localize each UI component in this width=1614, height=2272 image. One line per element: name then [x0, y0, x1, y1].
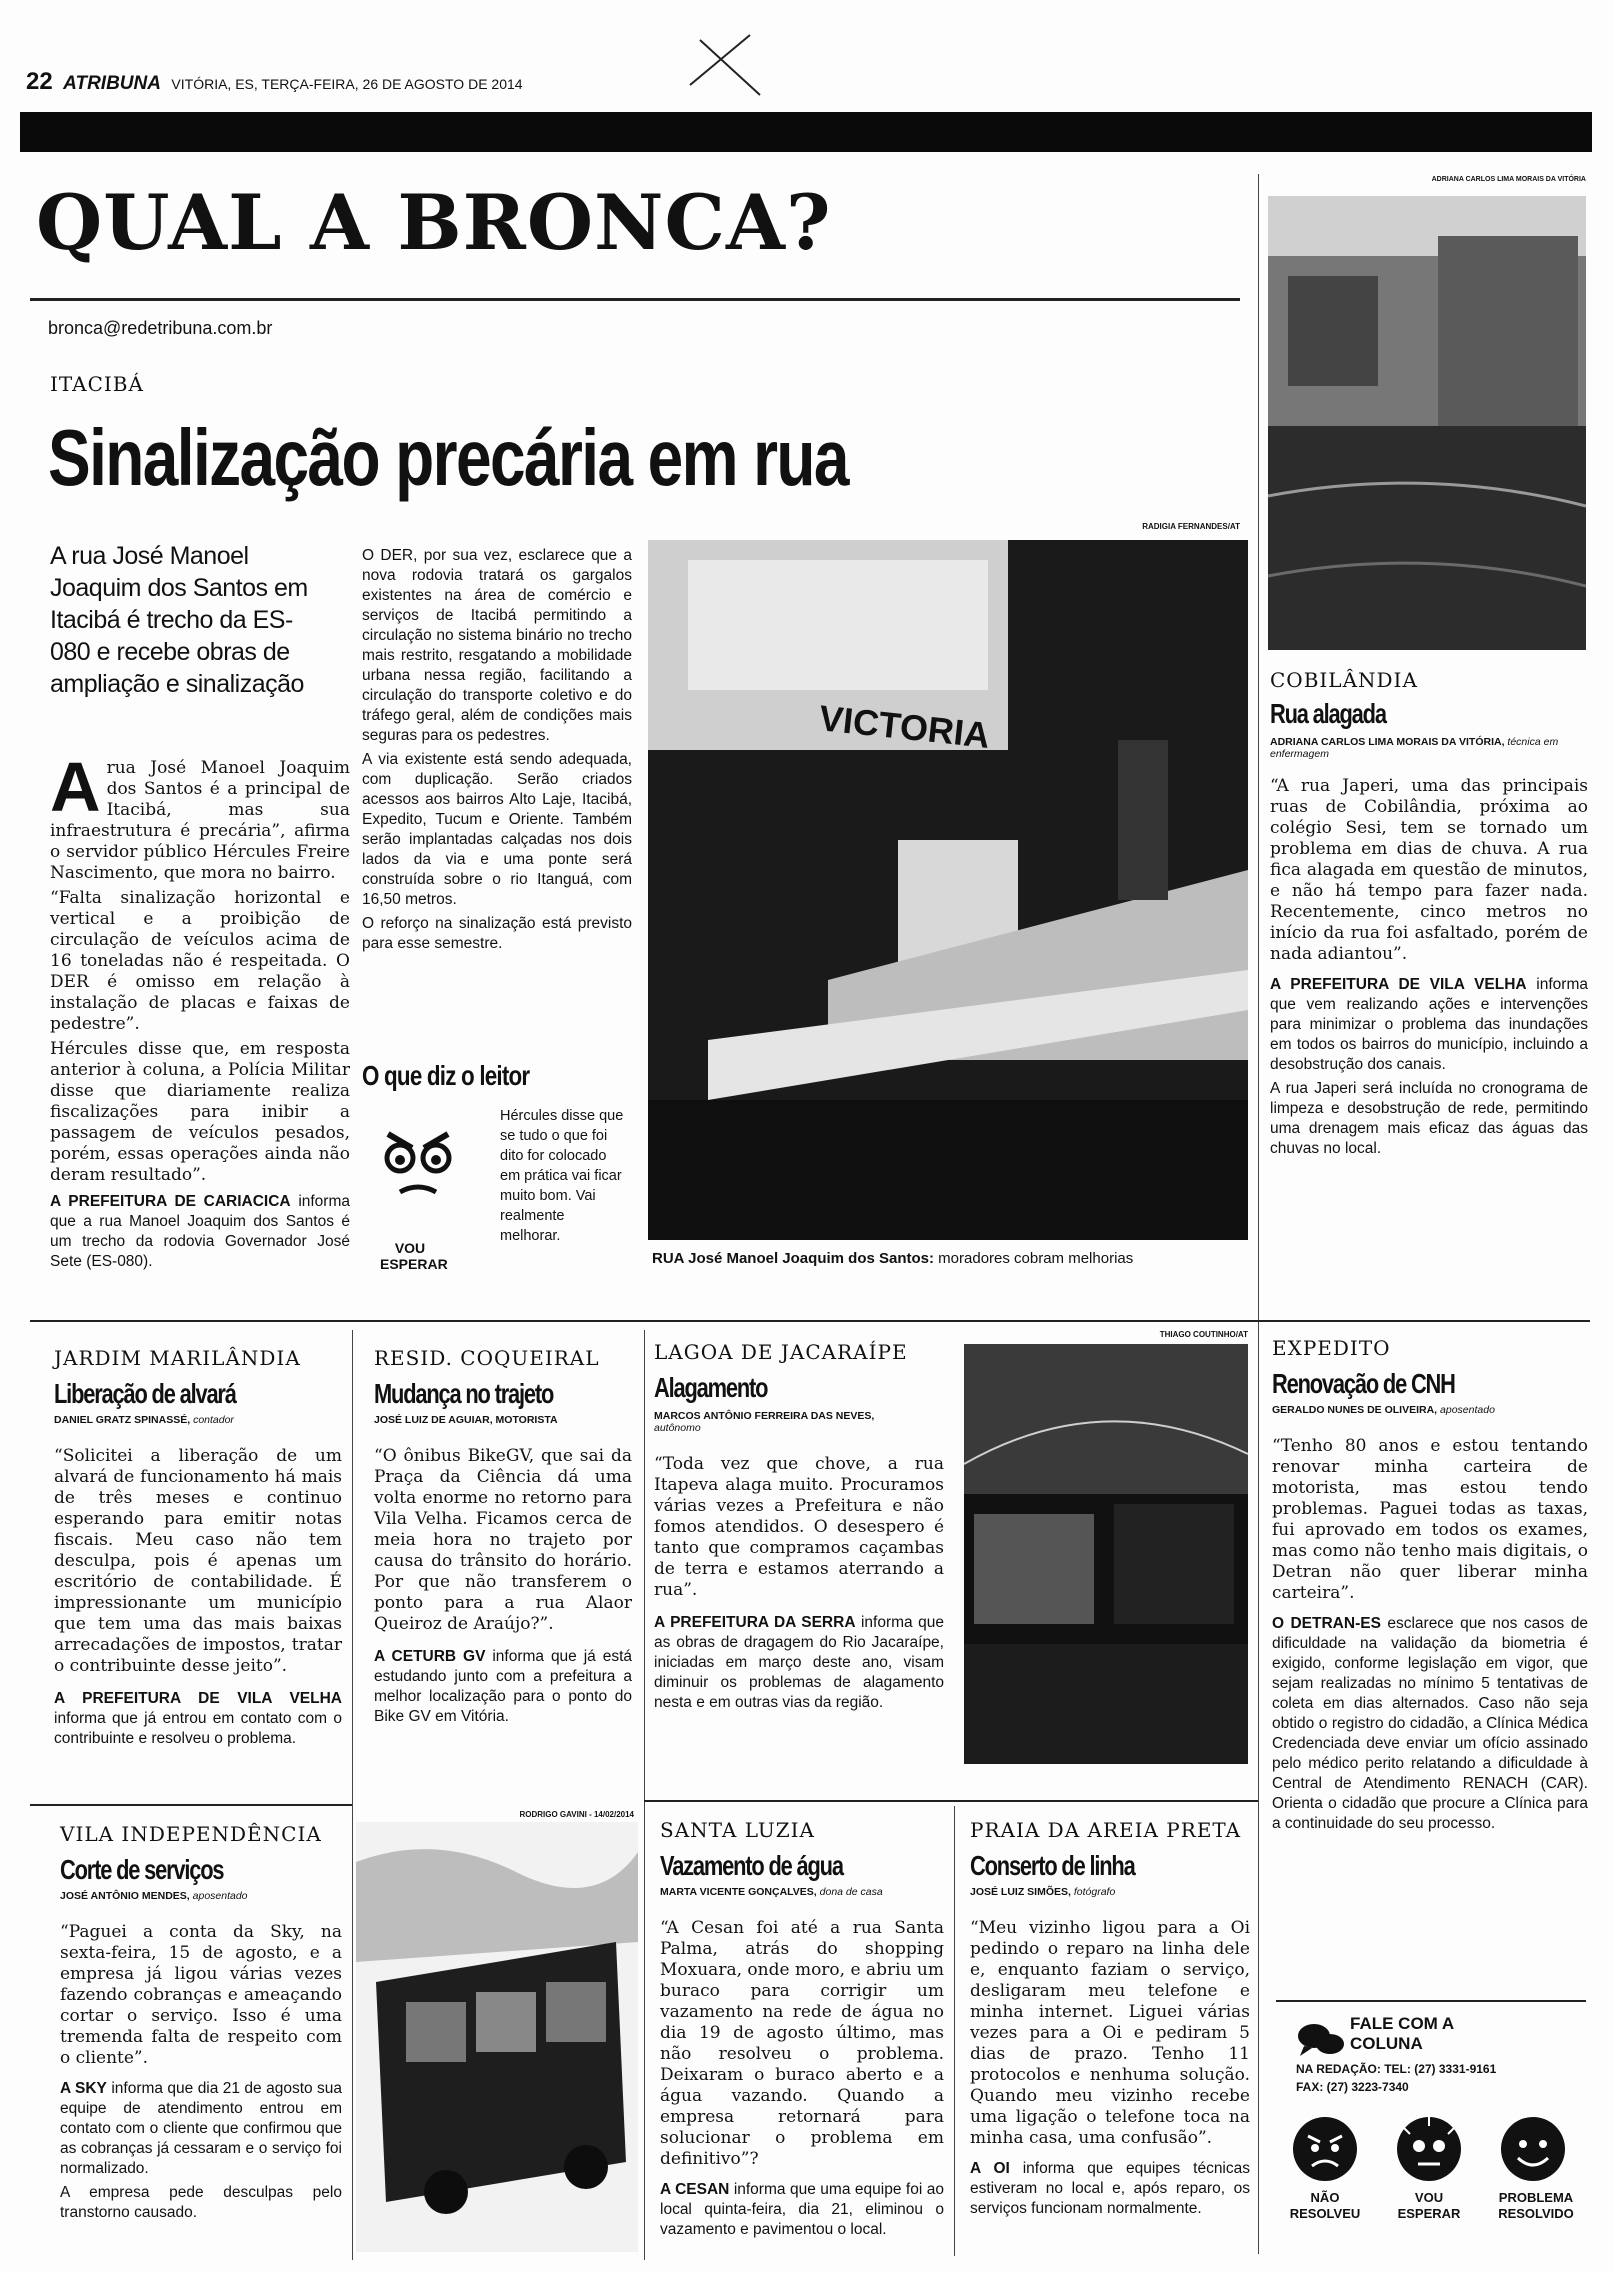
cobilandia-resp2: A rua Japeri será incluída no cronograma de limpeza e desobstrução de rede, permitindo uma drenagem mais eficaz das águas das chuvas no local.	[1270, 1080, 1588, 1157]
areiapreta-title: Conserto de linha	[970, 1850, 1135, 1881]
jacaraipe-photo-credit: THIAGO COUTINHO/AT	[1159, 1330, 1248, 1339]
santaluzia-section	[660, 1818, 944, 2244]
main-p5: O DER, por sua vez, esclarece que a nova rodovia tratará os gargalos existentes na área de comércio e serviços de Itacibá permitindo a circulação no sistema binário no trecho mais restrito, resgatando a mobilidade urbana nessa região, facilitando a circulação do transporte coletivo e do tráfego geral, além de condições mais seguras para os pedestres.	[362, 547, 632, 744]
row3-rule-left	[30, 1804, 352, 1806]
cobilandia-byline: ADRIANA CARLOS LIMA MORAIS DA VITÓRIA,	[1270, 736, 1505, 748]
areiapreta-byline: JOSÉ LUIZ SIMÕES,	[970, 1886, 1071, 1898]
caption-text: moradores cobram melhorias	[938, 1250, 1134, 1267]
coqueiral-resp-lead: A CETURB GV	[374, 1648, 486, 1665]
flooded-street-image	[1268, 196, 1586, 650]
main-p6: A via existente está sendo adequada, com duplicação. Serão criados acessos aos bairros Alto Laje, Itacibá, Expedito, Tucum e Oriente. Também serão implantadas calçadas nos dois lados da via e uma ponte será construída sobre o rio Itanguá, com 16,50 metros.	[362, 751, 632, 908]
dateline: VITÓRIA, ES, TERÇA-FEIRA, 26 DE AGOSTO DE 2014	[171, 76, 523, 92]
page-number: 22	[26, 68, 53, 95]
speech-bubbles-icon	[1296, 2020, 1346, 2060]
jardim-role: contador	[193, 1414, 234, 1426]
coqueiral-resp-text: informa que já está estudando junto com a prefeitura a melhor localização para o ponto do Bike GV em Vitória.	[374, 1648, 632, 1725]
bus-photo-credit: RODRIGO GAVINI - 14/02/2014	[519, 1810, 634, 1819]
independencia-text: “Paguei a conta da Sky, na sexta-feira, 15 de agosto, e a empresa já ligou várias vezes fazendo cobranças e ameaçando cortar o serviço. Isso é uma tremenda falta de respeito com o cliente”.	[60, 1922, 342, 2068]
jardim-text: “Solicitei a liberação de um alvará de funcionamento há mais de três meses e continuo esperando para emitir notas fiscais. Meu caso não tem desculpa, pois é apenas um escritório de contabilidade. É impressionante um município que tem uma das mais baixas arrecadações de impostos, tratar o contribuinte desse jeito”.	[54, 1446, 342, 1676]
flood-photo	[1268, 196, 1586, 650]
legend-label-3: PROBLEMA RESOLVIDO	[1498, 2190, 1574, 2221]
title-rule	[30, 298, 1240, 301]
cobilandia-resp-text: informa que vem realizando ações e intervenções para minimizar o problema das inundações em todos os bairros do município, incluindo a desobstrução dos canais.	[1270, 976, 1588, 1073]
waiting-face-icon	[368, 1118, 468, 1202]
store-sign: VICTORIA	[817, 697, 992, 756]
independencia-title: Corte de serviços	[60, 1854, 224, 1885]
jardim-resp-text: informa que já entrou em contato com o contribuinte e resolveu o problema.	[54, 1710, 342, 1747]
header-black-bar	[20, 112, 1592, 152]
coqueiral-byline: JOSÉ LUIZ DE AGUIAR, MOTORISTA	[374, 1414, 558, 1426]
scribble-mark	[680, 25, 770, 105]
reader-title: O que diz o leitor	[362, 1060, 530, 1091]
areiapreta-resp-lead: A OI	[970, 2160, 1010, 2177]
divider-right	[1258, 174, 1259, 2254]
independencia-resp-lead: A SKY	[60, 2080, 107, 2097]
jacaraipe-resp-lead: A PREFEITURA DA SERRA	[654, 1614, 856, 1631]
contact-title: FALE COM A COLUNA	[1350, 2014, 1454, 2053]
rain-street-image	[964, 1344, 1248, 1764]
main-p1: rua José Manoel Joaquim dos Santos é a principal de Itacibá, mas sua infraestrutura é precária”, afirma o servidor público Hércules Freire Nascimento, que mora no bairro.	[50, 758, 350, 883]
independencia-resp-text: informa que dia 21 de agosto sua equipe de atendimento entrou em contato com o cliente que confirmou que as cobranças já cessaram e o serviço foi normalizado.	[60, 2080, 343, 2177]
column-email[interactable]: bronca@redetribuna.com.br	[48, 318, 273, 338]
paper-name: ATRIBUNA	[63, 73, 161, 94]
independencia-kicker: VILA INDEPENDÊNCIA	[60, 1822, 322, 1846]
santaluzia-byline: MARTA VICENTE GONÇALVES,	[660, 1886, 817, 1898]
right-photo-credit: ADRIANA CARLOS LIMA MORAIS DA VITÓRIA	[1431, 176, 1586, 183]
contact-rule	[1276, 2000, 1586, 2002]
divider-b	[644, 1330, 645, 2260]
legend-label-2: VOU ESPERAR	[1397, 2190, 1461, 2221]
bus-image	[356, 1822, 638, 2252]
street-scene-image	[648, 540, 1248, 1240]
jardim-resp-lead: A PREFEITURA DE VILA VELHA	[54, 1690, 342, 1707]
main-p3: Hércules disse que, em resposta anterior à coluna, a Polícia Militar disse que diariamente realiza fiscalizações para inibir a passagem de veículos pesados, porém, essas operações ainda não deram resultado”.	[50, 1039, 350, 1185]
angry-face-icon	[1290, 2114, 1360, 2184]
cobilandia-role: técnica em enfermagem	[1270, 736, 1559, 760]
contact-phone[interactable]: NA REDAÇÃO: TEL: (27) 3331-9161	[1296, 2062, 1497, 2076]
main-p7: O reforço na sinalização está previsto para esse semestre.	[362, 915, 632, 952]
cobilandia-resp-lead: A PREFEITURA DE VILA VELHA	[1270, 976, 1527, 993]
coqueiral-section	[374, 1346, 632, 1731]
main-photo-credit: RADIGIA FERNANDES/AT	[1142, 522, 1240, 531]
main-photo	[648, 540, 1248, 1240]
main-deck: A rua José Manoel Joaquim dos Santos em Itacibá é trecho da ES-080 e recebe obras de ampliação e sinalização	[50, 542, 308, 698]
santaluzia-kicker: SANTA LUZIA	[660, 1818, 815, 1842]
main-resp-lead: A PREFEITURA DE CARIACICA	[50, 1193, 291, 1210]
expedito-resp-lead: O DETRAN-ES	[1272, 1615, 1381, 1632]
divider-a	[352, 1330, 353, 2260]
expedito-kicker: EXPEDITO	[1272, 1336, 1391, 1360]
bus-photo	[356, 1822, 638, 2252]
main-headline: Sinalização precária em rua	[48, 413, 848, 502]
santaluzia-resp-text: informa que uma equipe foi ao local quinta-feira, dia 21, eliminou o vazamento e pavimentou o local.	[660, 2181, 944, 2238]
main-col1	[50, 748, 350, 1276]
jacaraipe-photo	[964, 1344, 1248, 1764]
expedito-resp-text: esclarece que nos casos de dificuldade na validação da biometria é exigido, conforme legislação em vigor, que sejam realizadas no mínimo 5 tentativas de coleta em dias alternados. Caso não seja obtido o registro do cidadão, a Clínica Médica Credenciada deve enviar um ofício assinado pelo médico perito relatando a dificuldade à Central de Atendimento RENACH (CAR). Orienta o cidadão que procure a Clínica para a continuidade do seu processo.	[1272, 1615, 1588, 1832]
contact-box	[1276, 2010, 1588, 2260]
coqueiral-kicker: RESID. COQUEIRAL	[374, 1346, 600, 1370]
jacaraipe-section	[654, 1340, 954, 1717]
cobilandia-section	[1270, 668, 1588, 1163]
legend-label-1: NÃO RESOLVEU	[1289, 2190, 1361, 2221]
expedito-text: “Tenho 80 anos e estou tentando renovar minha carteira de motorista, mas estou tendo problemas. Paguei todas as taxas, fui aprovado em todos os exames, mas como não tenho mais digitais, o Detran não quer liberar minha carteira”.	[1272, 1436, 1588, 1603]
jardim-kicker: JARDIM MARILÂNDIA	[54, 1346, 301, 1370]
waiting-face-icon	[1394, 2114, 1464, 2184]
jardim-title: Liberação de alvará	[54, 1378, 236, 1409]
cobilandia-title: Rua alagada	[1270, 698, 1386, 729]
column-title: QUAL A BRONCA?	[36, 178, 832, 267]
cobilandia-text: “A rua Japeri, uma das principais ruas de Cobilândia, próxima ao colégio Sesi, tem se tornado um problema em dias de chuva. A rua fica alagada em questão de minutos, e não há tempo para fazer nada. Recentemente, cinco metros no início da rua foi asfaltado, porém de nada adiantou”.	[1270, 776, 1588, 964]
jardim-section	[54, 1346, 342, 1753]
areiapreta-resp-text: informa que equipes técnicas estiveram no local e, após reparo, os serviços funcionam normalmente.	[970, 2160, 1250, 2217]
main-p2: “Falta sinalização horizontal e vertical e a proibição de circulação de veículos acima de 16 toneladas não é respeitada. O DER é omisso em relação à instalação de placas e faixas de pedestre”.	[50, 888, 350, 1034]
santaluzia-resp-lead: A CESAN	[660, 2181, 730, 2198]
jacaraipe-text: “Toda vez que chove, a rua Itapeva alaga muito. Procuramos várias vezes a Prefeitura e não fomos atendidos. O desespero é tanto que compramos caçambas de terra e estamos aterrando a rua”.	[654, 1454, 944, 1600]
independencia-role: aposentado	[192, 1890, 248, 1902]
coqueiral-title: Mudança no trajeto	[374, 1378, 554, 1409]
main-col2	[362, 546, 632, 958]
reader-box	[362, 1060, 632, 1280]
page-header	[26, 68, 1586, 98]
santaluzia-title: Vazamento de água	[660, 1850, 843, 1881]
santaluzia-text: “A Cesan foi até a rua Santa Palma, atrás do shopping Moxuara, onde moro, e abriu um buraco para corrigir um vazamento na rede de água no dia 19 de agosto último, mas não resolveu o problema. Deixaram o buraco aberto e a água vazando. Quando a empresa retornará para solucionar o problema em definitivo”?	[660, 1918, 944, 2169]
jardim-byline: DANIEL GRATZ SPINASSÉ,	[54, 1414, 191, 1426]
independencia-resp2: A empresa pede desculpas pelo transtorno causado.	[60, 2184, 342, 2221]
expedito-role: aposentado	[1440, 1404, 1495, 1416]
main-kicker: ITACIBÁ	[50, 372, 144, 396]
jacaraipe-title: Alagamento	[654, 1372, 768, 1403]
mid-rule	[30, 1320, 1590, 1322]
happy-face-icon	[1498, 2114, 1568, 2184]
divider-c	[954, 1806, 955, 2256]
cobilandia-kicker: COBILÂNDIA	[1270, 668, 1418, 692]
expedito-title: Renovação de CNH	[1272, 1368, 1455, 1399]
expedito-section	[1272, 1336, 1588, 1838]
jacaraipe-byline: MARCOS ANTÔNIO FERREIRA DAS NEVES,	[654, 1410, 875, 1422]
reader-face-label: VOU ESPERAR	[380, 1240, 448, 1272]
row3-rule-right	[644, 1800, 1258, 1802]
coqueiral-text: “O ônibus BikeGV, que sai da Praça da Ciência dá uma volta enorme no retorno para Vila Velha. Ficamos cerca de meia hora no trajeto por causa do trânsito do horário. Por que não transferem o ponto para a rua Alaor Queiroz de Araújo?”.	[374, 1446, 632, 1634]
areiapreta-role: fotógrafo	[1073, 1886, 1116, 1898]
jacaraipe-role: autônomo	[654, 1422, 701, 1434]
main-caption	[652, 1250, 1252, 1267]
main-resp-text: informa que a rua Manoel Joaquim dos Santos é um trecho da rodovia Governador José Sete (ES-080).	[50, 1193, 350, 1270]
areiapreta-section	[970, 1818, 1250, 2223]
dropcap: A	[50, 748, 101, 826]
independencia-byline: JOSÉ ANTÔNIO MENDES,	[60, 1890, 190, 1902]
caption-lead: RUA José Manoel Joaquim dos Santos:	[652, 1250, 934, 1267]
jacaraipe-kicker: LAGOA DE JACARAÍPE	[654, 1340, 908, 1364]
areiapreta-kicker: PRAIA DA AREIA PRETA	[970, 1818, 1242, 1842]
independencia-section	[60, 1822, 342, 2227]
areiapreta-text: “Meu vizinho ligou para a Oi pedindo o reparo na linha dele e, enquanto faziam o serviço, desligaram meu telefone e minha internet. Liguei várias vezes para a Oi e pediram 5 dias de prazo. Tenho 11 protocolos e nenhuma solução. Quando meu vizinho recebe uma ligação o telefone toca na minha casa, uma confusão”.	[970, 1918, 1250, 2148]
jacaraipe-resp-text: informa que as obras de dragagem do Rio Jacaraípe, iniciadas em março deste ano, visam diminuir os problemas de alagamento nesta e em outras vias da região.	[654, 1614, 944, 1711]
contact-fax[interactable]: FAX: (27) 3223-7340	[1296, 2080, 1409, 2094]
santaluzia-role: dona de casa	[819, 1886, 883, 1898]
expedito-byline: GERALDO NUNES DE OLIVEIRA,	[1272, 1404, 1438, 1416]
reader-text: Hércules disse que se tudo o que foi dito for colocado em prática vai ficar muito bom. Vai realmente melhorar.	[500, 1108, 624, 1244]
